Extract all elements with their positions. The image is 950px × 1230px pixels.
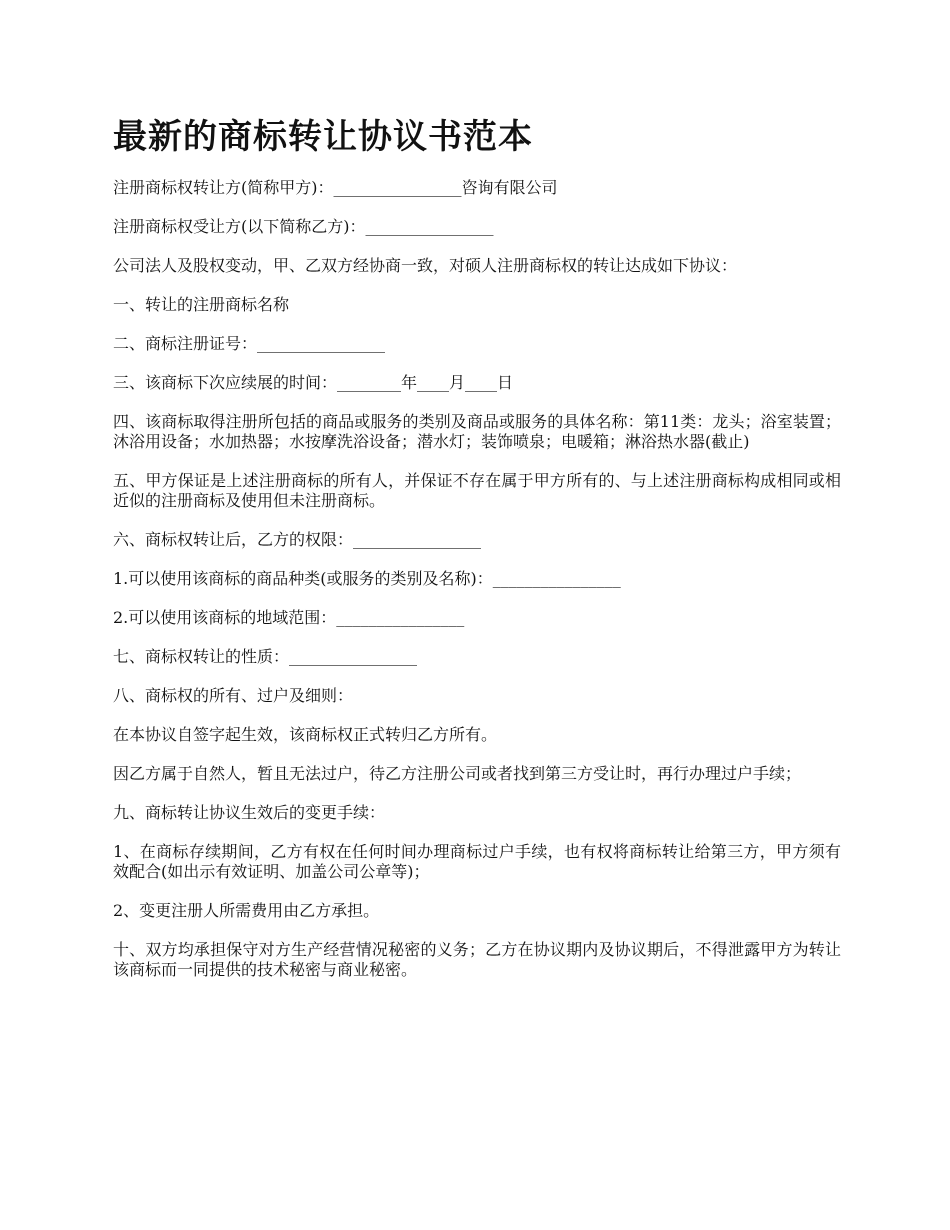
paragraph-clause-8-detail-1: 在本协议自签字起生效，该商标权正式转归乙方所有。 [113,725,498,744]
paragraph-clause-2: 二、商标注册证号：________________ [113,334,386,353]
document-page [113,116,841,999]
paragraph-clause-6-item-2: 2.可以使用该商标的地域范围：________________ [113,608,465,627]
paragraph-clause-9-item-1: 1、在商标存续期间，乙方有权在任何时间办理商标过户手续，也有权将商标转让给第三方，甲方须有效配合(如出示有效证明、加盖公司公章等)； [113,842,841,881]
paragraph-clause-8: 八、商标权的所有、过户及细则： [113,686,354,705]
paragraph-clause-5: 五、甲方保证是上述注册商标的所有人，并保证不存在属于甲方所有的、与上述注册商标构成相同或相近似的注册商标及使用但未注册商标。 [113,471,841,510]
paragraph-clause-9: 九、商标转让协议生效后的变更手续： [113,803,386,822]
paragraph-clause-7: 七、商标权转让的性质：________________ [113,647,418,666]
paragraph-preamble: 公司法人及股权变动，甲、乙双方经协商一致，对硕人注册商标权的转让达成如下协议： [113,256,738,275]
paragraph-clause-6-item-1: 1.可以使用该商标的商品种类(或服务的类别及名称)：________________ [113,569,621,588]
paragraph-transferor: 注册商标权转让方(简称甲方)：________________咨询有限公司 [113,178,558,197]
paragraph-clause-6: 六、商标权转让后，乙方的权限：________________ [113,530,482,549]
paragraph-clause-1: 一、转让的注册商标名称 [113,295,290,314]
paragraph-transferee: 注册商标权受让方(以下简称乙方)：________________ [113,217,494,236]
paragraph-clause-10: 十、双方均承担保守对方生产经营情况秘密的义务；乙方在协议期内及协议期后，不得泄露甲方为转让该商标而一同提供的技术秘密与商业秘密。 [113,940,841,979]
paragraph-clause-3: 三、该商标下次应续展的时间：________年____月____日 [113,373,514,392]
paragraph-clause-8-detail-2: 因乙方属于自然人，暂且无法过户，待乙方注册公司或者找到第三方受让时，再行办理过户手续； [113,764,802,783]
paragraph-clause-9-item-2: 2、变更注册人所需费用由乙方承担。 [113,901,380,920]
document-title: 最新的商标转让协议书范本 [113,117,533,157]
paragraph-clause-4: 四、该商标取得注册所包括的商品或服务的类别及商品或服务的具体名称：第11类：龙头；浴室装置；沐浴用设备；水加热器；水按摩洗浴设备；潜水灯；装饰喷泉；电暖箱；淋浴热水器(截止) [113,412,841,451]
